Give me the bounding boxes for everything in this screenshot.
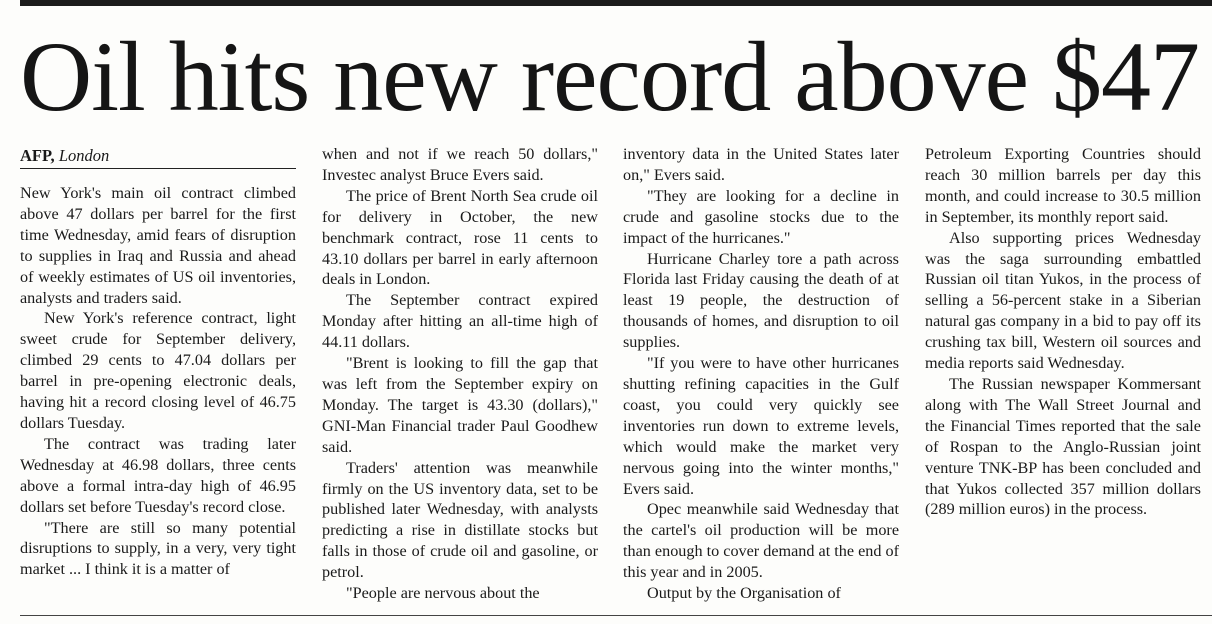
paragraph: The contract was trading later Wednesday at 46.98 dollars, three cents above a formal intra-day high of 46.95 dollars set before Tuesday's record close. (20, 434, 296, 516)
paragraph: New York's reference contract, light sweet crude for September delivery, climbed 29 cents to 47.04 dollars per barrel in pre-opening electronic deals, having hit a record closing level of 46.75 dollars Tuesday. (20, 309, 296, 432)
paragraph: when and not if we reach 50 dollars," Investec analyst Bruce Evers said. (322, 145, 598, 184)
paragraph: The September contract expired Monday after hitting an all-time high of 44.11 dollars. (322, 291, 598, 352)
paragraph: Opec meanwhile said Wednesday that the cartel's oil production will be more than enough to cover demand at the end of this year and in 2005. (623, 500, 899, 582)
paragraph: "There are still so many potential disruptions to supply, in a very, very tight market ... I think it is a matter of (20, 518, 296, 579)
paragraph: "If you were to have other hurricanes shutting refining capacities in the Gulf coast, you could very quickly see inventories run down to extreme levels, which would make the market very nervous going into the winter months," Evers said. (623, 354, 899, 498)
article-column-4 (925, 144, 1201, 520)
paragraph: Traders' attention was meanwhile firmly on the US inventory data, set to be published later Wednesday, with analysts predicting a rise in distillate stocks but falls in those of crude oil and gasoline, or petrol. (322, 458, 598, 582)
article-column-3 (623, 144, 899, 604)
paragraph: The Russian newspaper Kommersant along with The Wall Street Journal and the Financial Times reported that the sale of Rospan to the Anglo-Russian joint venture TNK-BP has been concluded and that Yukos collected 357 million dollars (289 million euros) in the process. (925, 374, 1201, 519)
headline: Oil hits new record above $47 (20, 21, 1200, 132)
paragraph: The price of Brent North Sea crude oil for delivery in October, the new benchmark contract, rose 11 cents to 43.10 dollars per barrel in early afternoon deals in London. (322, 186, 598, 289)
paragraph: Output by the Organisation of (647, 584, 841, 603)
paragraph: Also supporting prices Wednesday was the saga surrounding embattled Russian oil titan Yukos, in the process of selling a 56-percent stake in a Siberian natural gas company in a bid to pay off its crushing tax bill, Western oil sources and media reports said Wednesday. (925, 228, 1201, 373)
dateline-city: London (58, 146, 110, 165)
dateline-agency: AFP, (20, 146, 55, 165)
dateline (20, 144, 296, 169)
paragraph: Petroleum Exporting Countries should reach 30 million barrels per day this month, and could increase to 30.5 million in September, its monthly report said. (925, 145, 1201, 226)
top-rule (20, 0, 1212, 6)
paragraph: New York's main oil contract climbed above 47 dollars per barrel for the first time Wednesday, amid fears of disruption to supplies in Iraq and Russia and ahead of weekly estimates of US oil inventories, analysts and traders said. (20, 184, 296, 307)
paragraph: Hurricane Charley tore a path across Florida last Friday causing the death of at least 19 people, the destruction of thousands of homes, and disruption to oil supplies. (623, 249, 899, 352)
article-column-2 (322, 144, 598, 604)
paragraph: "They are looking for a decline in crude and gasoline stocks due to the impact of the hurricanes." (623, 186, 899, 247)
paragraph: inventory data in the United States later on," Evers said. (623, 145, 899, 184)
article-column-1 (20, 144, 296, 580)
bottom-rule (20, 615, 1212, 616)
paragraph: "People are nervous about the (346, 584, 540, 603)
paragraph: "Brent is looking to fill the gap that was left from the September expiry on Monday. The target is 43.30 (dollars)," GNI-Man Financial trader Paul Goodhew said. (322, 354, 598, 456)
